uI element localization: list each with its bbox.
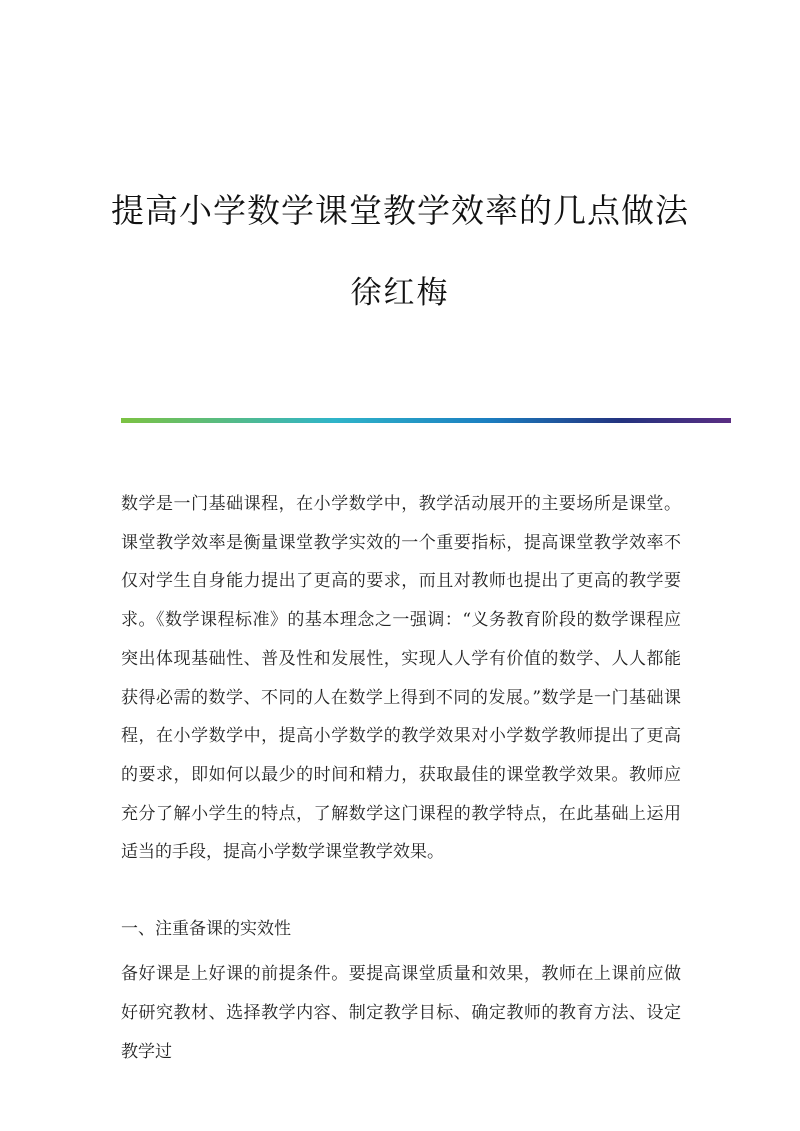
body-paragraph-2: 备好课是上好课的前提条件。要提高课堂质量和效果，教师在上课前应做好研究教材、选择教学内容、制定教学目标、确定教师的教育方法、设定教学过	[121, 964, 681, 1062]
body-paragraph: 数学是一门基础课程，在小学数学中，教学活动展开的主要场所是课堂。课堂教学效率是衡量课堂教学实效的一个重要指标，提高课堂教学效率不仅对学生自身能力提出了更高的要求，而且对教师也提出了更高的教学要求。《数学课程标准》的基本理念之一强调：“义务教育阶段的数学课程应突出体现基础性、普及性和发展性，实现人人学有价值的数学、人人都能获得必需的数学、不同的人在数学上得到不同的发展。”数学是一门基础课程，在小学数学中，提高小学数学的教学效果对小学数学教师提出了更高的要求，即如何以最少的时间和精力，获取最佳的课堂教学效果。教师应充分了解小学生的特点，了解数学这门课程的教学特点，在此基础上运用适当的手段，提高小学数学课堂教学效果。	[121, 494, 681, 863]
section-heading: 一、注重备课的实效性	[121, 919, 291, 939]
gradient-divider	[121, 418, 731, 423]
document-title: 提高小学数学课堂教学效率的几点做法	[111, 191, 689, 230]
document-author: 徐红梅	[350, 275, 450, 311]
